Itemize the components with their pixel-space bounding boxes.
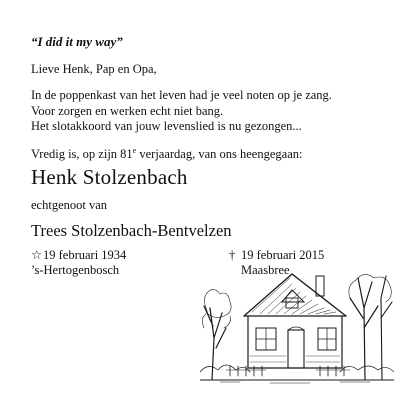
death-date: 19 februari 2015 [241,248,325,262]
death-place: Maasbree [241,263,290,277]
spouse-label: echtgenoot van [31,198,108,212]
deceased-name: Henk Stolzenbach [31,165,188,189]
star-icon: ☆ [31,248,43,262]
announcement-end: verjaardag, van ons heengegaan: [136,147,303,161]
announcement [31,147,302,162]
announcement-start: Vredig is, op zijn 81 [31,147,133,161]
poem-line: In de poppenkast van het leven had je veel noten op je zang. [31,88,332,102]
birth-place: ’s-Hertogenbosch [31,263,120,277]
birth-date: 19 februari 1934 [43,248,127,262]
birth-info [31,248,126,278]
poem [31,88,332,135]
spouse-name: Trees Stolzenbach-Bentvelzen [31,221,232,240]
cross-icon: † [229,248,236,262]
motto: “I did it my way” [31,34,123,49]
ordinal-suffix: e [132,145,137,155]
poem-line: Het slotakkoord van jouw levenslied is nu gezongen... [31,119,302,133]
house-sketch-icon [200,268,394,384]
greeting: Lieve Henk, Pap en Opa, [31,62,157,76]
poem-line: Voor zorgen en werken echt niet bang. [31,103,224,118]
